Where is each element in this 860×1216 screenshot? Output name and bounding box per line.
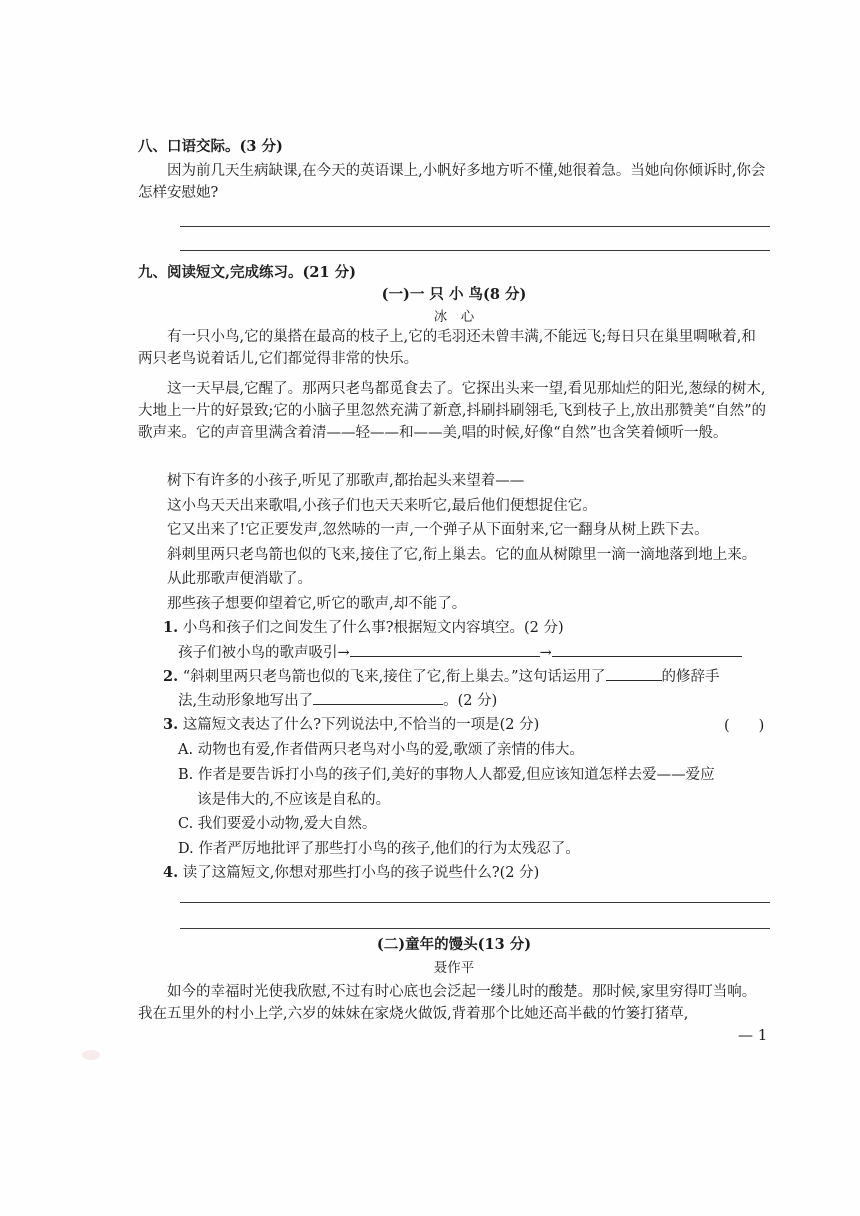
question-4 (163, 862, 771, 884)
question-number: 3. (163, 716, 179, 733)
answer-paren[interactable]: ( ) (724, 718, 765, 734)
question-number: 1. (163, 619, 179, 636)
passage-paragraph: 这一天早晨,它醒了。那两只老鸟都觅食去了。它探出头来一望,看见那灿烂的阳光,葱绿的树木,大地上一片的好景致;它的小脑子里忽然充满了新意,抖刷抖刷翎毛,飞到枝子上,放出那赞美“自然”的歌声来。它的声音里满含着清——轻——和——美,唱的时候,好像“自然”也含笑着倾听一般。 (138, 381, 767, 441)
passage-1-title: (一)一 只 小 鸟(8 分) (381, 286, 527, 303)
section-9-title: 九、阅读短文,完成练习。(21 分) (138, 264, 356, 281)
question-2 (163, 665, 771, 688)
fill-blank[interactable] (606, 665, 662, 681)
question-number: 2. (163, 668, 179, 685)
question-text: “斜刺里两只老鸟箭也似的飞来,接住了它,衔上巢去。”这句话运用了 (182, 669, 606, 685)
question-text: 法,生动形象地写出了 (178, 693, 314, 709)
passage-paragraph: 树下有许多的小孩子,听见了那歌声,都抬起头来望着—— (167, 473, 525, 489)
question-text: 。(2 分) (443, 693, 498, 709)
answer-line[interactable] (180, 226, 770, 227)
option-b: B. 作者是要告诉打小鸟的孩子们,美好的事物人人都爱,但应该知道怎样去爱——爱应 (178, 767, 715, 783)
option-b-cont: 该是伟大的,不应该是自私的。 (197, 792, 391, 808)
section-8-prompt: 因为前几天生病缺课,在今天的英语课上,小帆好多地方听不懂,她很着急。当她向你倾诉时,你会怎样安慰她? (138, 163, 766, 201)
question-text: 小鸟和孩子们之间发生了什么事?根据短文内容填空。(2 分) (182, 620, 564, 636)
passage-paragraph: 从此那歌声便消歇了。 (167, 571, 312, 587)
passage-paragraph: 它又出来了!它正要发声,忽然哧的一声,一个弹子从下面射来,它一翻身从树上跌下去。 (167, 522, 709, 538)
question-1-fill (178, 641, 770, 664)
arrow-icon: → (337, 645, 350, 661)
fill-prefix: 孩子们被小鸟的歌声吸引 (178, 645, 338, 661)
paper-stain (82, 1050, 100, 1060)
passage-paragraph: 斜刺里两只老鸟箭也似的飞来,接住了它,衔上巢去。它的血从树隙里一滴一滴地落到地上来。 (167, 547, 757, 563)
question-text: 这篇短文表达了什么?下列说法中,不恰当的一项是(2 分) (182, 717, 540, 733)
passage-paragraph: 那些孩子想要仰望着它,听它的歌声,却不能了。 (167, 596, 467, 612)
question-2-cont (178, 689, 770, 712)
answer-line[interactable] (180, 250, 770, 251)
arrow-icon: → (539, 645, 552, 661)
question-1 (163, 617, 771, 639)
passage-paragraph: 这小鸟天天出来歌唱,小孩子们也天天来听它,最后他们便想捉住它。 (167, 498, 597, 514)
answer-line[interactable] (180, 902, 770, 903)
fill-blank[interactable] (350, 641, 540, 657)
passage-1-author: 冰 心 (433, 309, 475, 325)
fill-blank[interactable] (552, 641, 742, 657)
answer-line[interactable] (180, 928, 770, 929)
question-3 (163, 714, 771, 736)
passage-paragraph: 有一只小鸟,它的巢搭在最高的枝子上,它的毛羽还未曾丰满,不能远飞;每日只在巢里啁啾着,和两只老鸟说着话儿,它们都觉得非常的快乐。 (138, 329, 756, 367)
question-text: 的修辞手 (661, 669, 720, 685)
passage-paragraph: 如今的幸福时光使我欣慰,不过有时心底也会泛起一缕儿时的酸楚。那时候,家里穷得叮当响。我在五里外的村小上学,六岁的妹妹在家烧火做饭,背着那个比她还高半截的竹篓打猪草, (138, 984, 757, 1022)
option-a: A. 动物也有爱,作者借两只老鸟对小鸟的爱,歌颂了亲情的伟大。 (178, 742, 584, 758)
passage-2-title: (二)童年的馒头(13 分) (376, 936, 532, 953)
option-d: D. 作者严厉地批评了那些打小鸟的孩子,他们的行为太残忍了。 (178, 841, 580, 857)
question-text: 读了这篇短文,你想对那些打小鸟的孩子说些什么?(2 分) (182, 865, 540, 881)
section-8-title: 八、口语交际。(3 分) (138, 138, 283, 155)
fill-blank[interactable] (313, 689, 443, 705)
passage-2-author: 聂作平 (433, 960, 475, 976)
option-c: C. 我们要爱小动物,爱大自然。 (178, 816, 377, 832)
question-number: 4. (163, 864, 179, 881)
page-number: — 1 (738, 1026, 768, 1044)
